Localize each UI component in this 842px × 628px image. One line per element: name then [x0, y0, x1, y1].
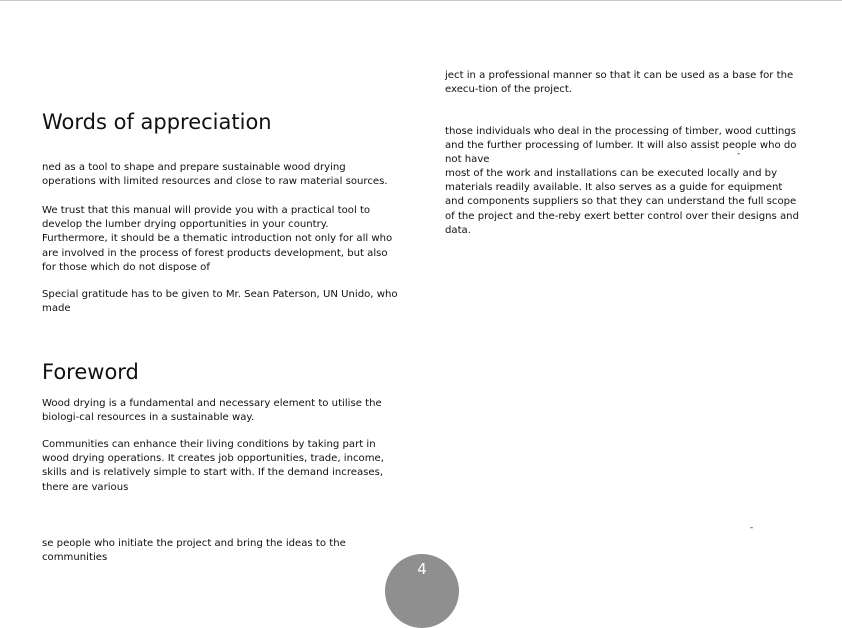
- right-paragraph-3: most of the work and installations can be executed locally and by materials readily available. It also serves as a guide for equipment and components suppliers so that they can understand the full scope of the project and the-reby exert better control over their designs and data.: [445, 168, 799, 236]
- foreword-paragraph-2: Communities can enhance their living conditions by taking part in wood drying operations. It creates job opportunities, trade, income, skills and is relatively simple to start with. If the demand increases, there are various: [42, 439, 384, 493]
- stray-mark-2: -: [750, 523, 754, 533]
- right-paragraph-2: those individuals who deal in the processing of timber, wood cuttings and the further processing of lumber. It will also assist people who do not have: [445, 126, 797, 166]
- appreciation-paragraph-1: ned as a tool to shape and prepare sustainable wood drying operations with limited resources and close to raw material sources.: [42, 162, 388, 188]
- page-number: 4: [417, 560, 427, 578]
- foreword-paragraph-1: Wood drying is a fundamental and necessary element to utilise the biologi-cal resources in a sustainable way.: [42, 398, 382, 424]
- appreciation-paragraph-2: We trust that this manual will provide you with a practical tool to develop the lumber drying opportunities in your country. Furthermore, it should be a thematic introduction not only for all who are involved in the process of forest products development, but also for those which do not dispose of: [42, 205, 393, 273]
- stray-mark-1: -: [737, 149, 741, 159]
- appreciation-heading: Words of appreciation: [42, 110, 272, 134]
- gratitude-line: Special gratitude has to be given to Mr. Sean Paterson, UN Unido, who made: [42, 289, 398, 315]
- foreword-heading: Foreword: [42, 360, 139, 384]
- top-divider: [0, 0, 842, 1]
- bottom-line: se people who initiate the project and bring the ideas to the communities: [42, 538, 346, 564]
- page-number-badge: [385, 554, 459, 628]
- right-paragraph-1: ject in a professional manner so that it can be used as a base for the execu-tion of the project.: [445, 70, 794, 96]
